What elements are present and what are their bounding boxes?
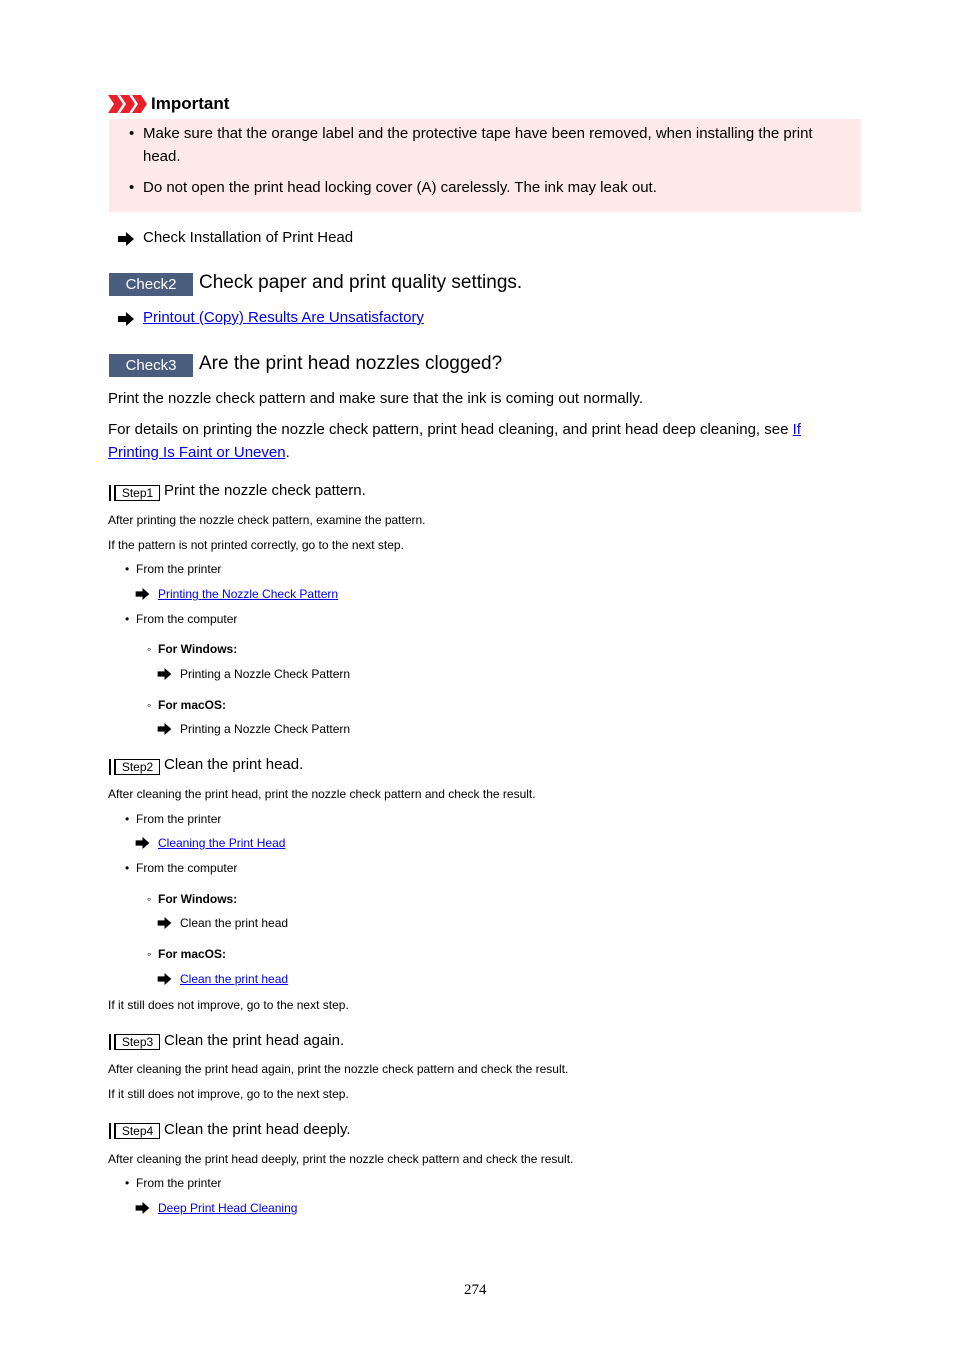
check3-para1: Print the nozzle check pattern and make sure that the ink is coming out normally. [108, 390, 643, 407]
check3-para2: For details on printing the nozzle check pattern, print head cleaning, and print head deep cleaning, see If [108, 421, 801, 438]
important-item-2: Do not open the print head locking cover (A) carelessly. The ink may leak out. [143, 179, 657, 196]
important-title: Important [151, 94, 230, 113]
step2-after: If it still does not improve, go to the next step. [108, 998, 349, 1012]
deep-cleaning-link[interactable]: Deep Print Head Cleaning [158, 1201, 298, 1215]
nozzle-check-pattern-link[interactable]: Printing the Nozzle Check Pattern [158, 587, 339, 601]
check2-tag: Check2 [109, 273, 193, 296]
step1-mac-label: For macOS: [158, 698, 227, 712]
bullet: • [129, 125, 135, 142]
step3-line2: If it still does not improve, go to the next step. [108, 1087, 349, 1101]
step1-windows-label: For Windows: [158, 642, 238, 656]
step4-from-printer: From the printer [136, 1176, 222, 1190]
step2-title: Clean the print head. [164, 756, 304, 773]
arrow-right-icon [135, 1202, 150, 1214]
check3-title: Are the print head nozzles clogged? [199, 353, 503, 374]
bullet: • [125, 562, 130, 576]
step2-windows-label: For Windows: [158, 892, 238, 906]
important-box [109, 119, 861, 212]
check-install-text: Check Installation of Print Head [143, 229, 354, 246]
cleaning-print-head-link[interactable]: Cleaning the Print Head [158, 836, 286, 850]
sub-bullet: ◦ [147, 698, 152, 712]
bullet: • [125, 812, 130, 826]
arrow-right-icon [135, 588, 150, 600]
step1-windows-item: Printing a Nozzle Check Pattern [180, 667, 351, 681]
sub-bullet: ◦ [147, 892, 152, 906]
check3-tag: Check3 [109, 354, 193, 377]
step4-title: Clean the print head deeply. [164, 1121, 351, 1138]
step2-line1: After cleaning the print head, print the nozzle check pattern and check the result. [108, 787, 536, 801]
step1-from-computer: From the computer [136, 612, 238, 626]
step3-line1: After cleaning the print head again, print the nozzle check pattern and check the result. [108, 1062, 569, 1076]
arrow-right-icon [135, 837, 150, 849]
arrow-right-icon [157, 917, 172, 929]
arrow-right-icon [157, 973, 172, 985]
faint-uneven-link-part1[interactable]: If [792, 421, 801, 438]
sub-bullet: ◦ [147, 947, 152, 961]
faint-uneven-link[interactable]: Printing Is Faint or Uneven [108, 444, 286, 461]
step1-line2: If the pattern is not printed correctly, go to the next step. [108, 538, 404, 552]
sub-bullet: ◦ [147, 642, 152, 656]
arrow-right-icon [157, 668, 172, 680]
clean-print-head-mac-link[interactable]: Clean the print head [180, 972, 289, 986]
step2-mac-label: For macOS: [158, 947, 227, 961]
bullet: • [125, 861, 130, 875]
step2-from-printer: From the printer [136, 812, 222, 826]
bullet: • [125, 612, 130, 626]
important-item-1: Make sure that the orange label and the protective tape have been removed, when installing the print head. [143, 125, 813, 165]
arrow-right-icon [157, 723, 172, 735]
printout-results-link[interactable]: Printout (Copy) Results Are Unsatisfactory [143, 309, 424, 326]
step1-from-printer: From the printer [136, 562, 222, 576]
step1-title: Print the nozzle check pattern. [164, 482, 366, 499]
step4-line1: After cleaning the print head deeply, print the nozzle check pattern and check the result. [108, 1152, 574, 1166]
bullet: • [125, 1176, 130, 1190]
step1-line1: After printing the nozzle check pattern, examine the pattern. [108, 513, 426, 527]
step3-title: Clean the print head again. [164, 1032, 345, 1049]
important-icon [108, 95, 148, 118]
check2-title: Check paper and print quality settings. [199, 272, 523, 293]
arrow-right-icon [118, 312, 134, 326]
check3-para2-line2: Printing Is Faint or Uneven. [108, 444, 290, 461]
step2-from-computer: From the computer [136, 861, 238, 875]
page-number: 274 [464, 1282, 487, 1298]
step1-mac-item: Printing a Nozzle Check Pattern [180, 722, 351, 736]
bullet: • [129, 179, 135, 196]
step2-windows-item: Clean the print head [180, 916, 289, 930]
arrow-right-icon [118, 232, 134, 246]
